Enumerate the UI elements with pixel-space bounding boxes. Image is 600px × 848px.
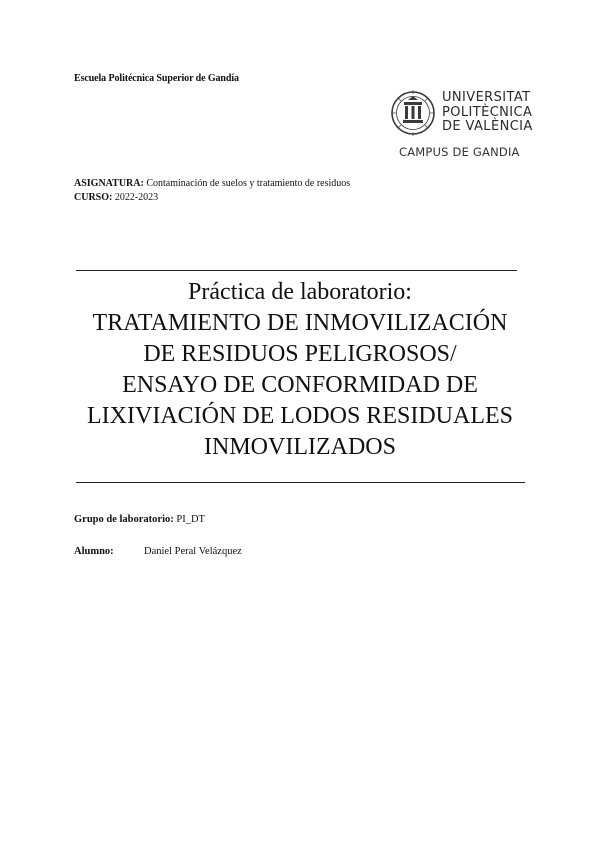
student-label: Alumno:	[74, 546, 114, 557]
subject-line	[74, 178, 350, 189]
student-line	[74, 546, 242, 557]
school-name: Escuela Politécnica Superior de Gandía	[74, 73, 239, 84]
title-top-rule	[76, 270, 517, 271]
university-seal-icon	[390, 88, 436, 138]
title-line-1: TRATAMIENTO DE INMOVILIZACIÓN	[92, 310, 508, 336]
lab-group-line	[74, 514, 205, 525]
course-value: 2022-2023	[114, 192, 159, 203]
title-line-3: ENSAYO DE CONFORMIDAD DE	[122, 372, 478, 398]
title-line-4: LIXIVIACIÓN DE LODOS RESIDUALES	[87, 403, 513, 429]
lab-group-value: PI_DT	[176, 514, 205, 525]
subject-label: ASIGNATURA:	[74, 178, 144, 189]
wordmark-line-1: UNIVERSITAT	[442, 90, 531, 105]
course-label: CURSO:	[74, 192, 113, 203]
campus-label: CAMPUS DE GANDIA	[399, 145, 520, 159]
university-wordmark	[442, 91, 533, 135]
title-line-5: INMOVILIZADOS	[204, 434, 396, 460]
title-line-2: DE RESIDUOS PELIGROSOS/	[143, 341, 457, 367]
lab-group-label: Grupo de laboratorio:	[74, 514, 174, 525]
title-bottom-rule	[76, 482, 525, 483]
course-line	[74, 192, 158, 203]
wordmark-line-3: DE VALÈNCIA	[442, 119, 533, 134]
title-subtitle: Práctica de laboratorio:	[188, 279, 412, 305]
student-name: Daniel Peral Velázquez	[144, 546, 242, 557]
subject-value: Contaminación de suelos y tratamiento de residuos	[146, 178, 351, 189]
wordmark-line-2: POLITÈCNICA	[442, 104, 533, 120]
document-title	[40, 277, 560, 463]
university-logo	[390, 88, 540, 138]
